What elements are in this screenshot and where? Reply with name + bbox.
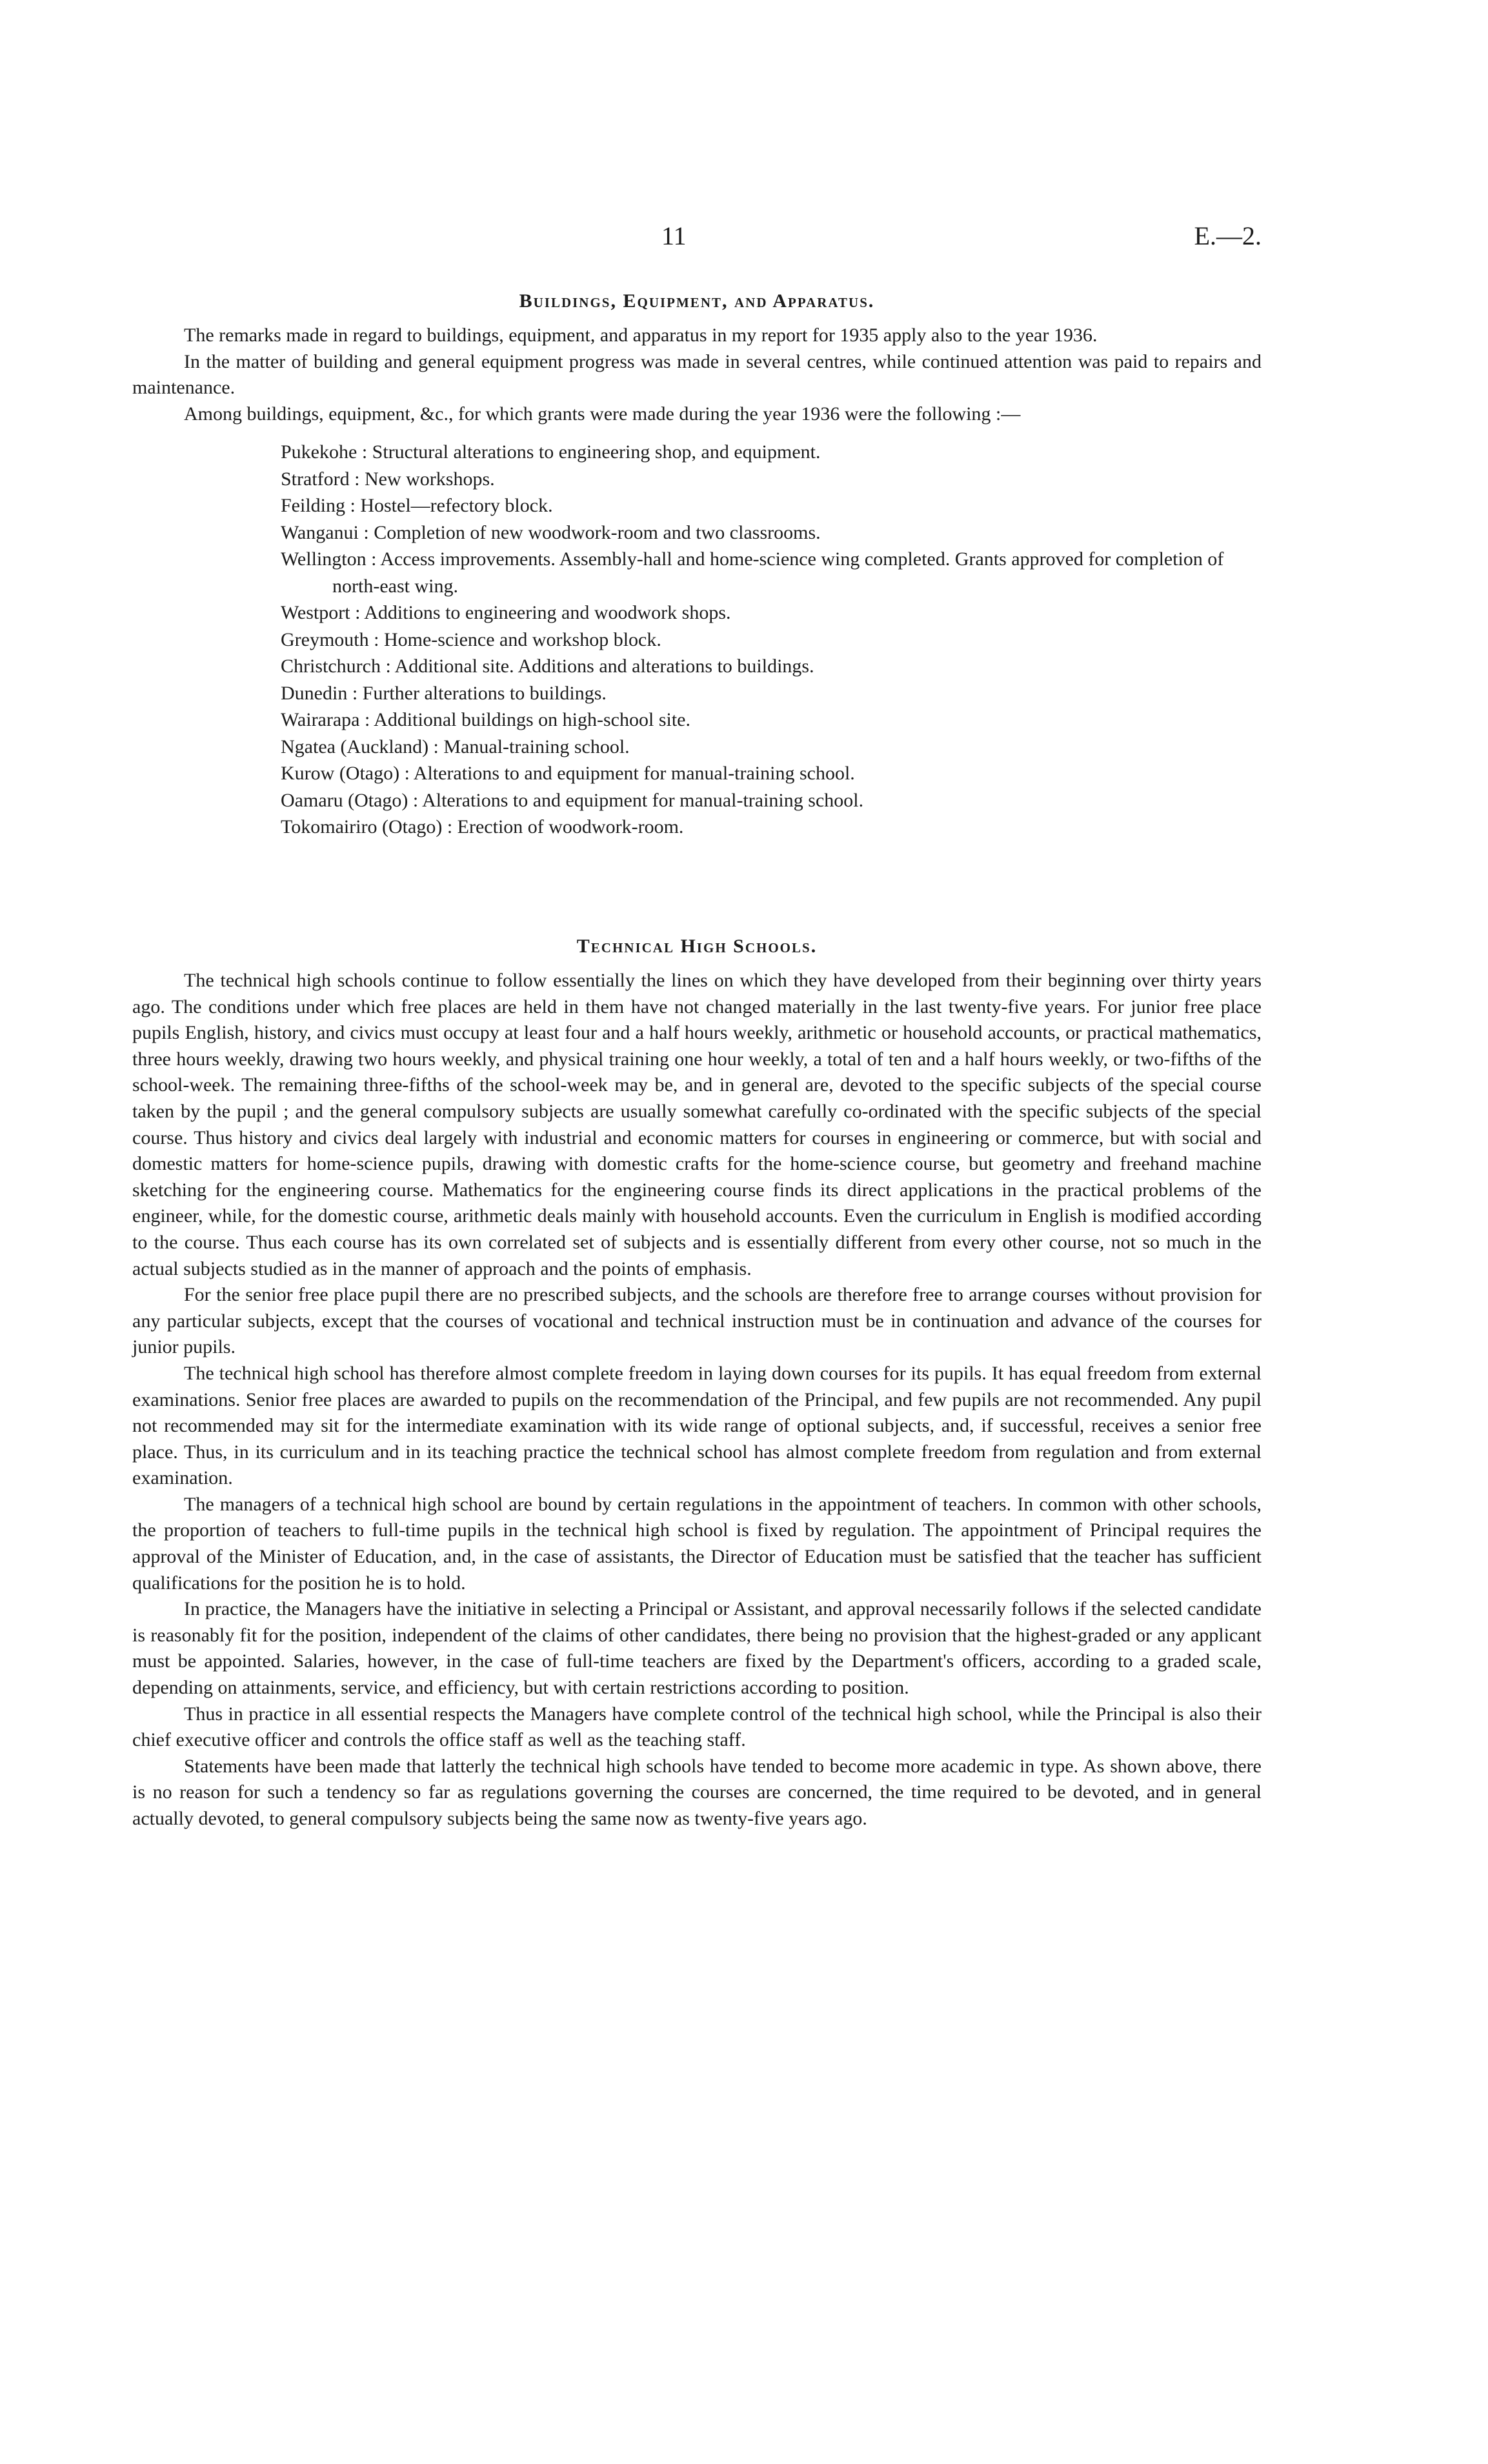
paragraph: The managers of a technical high school are bound by certain regulations in the appointment of teachers. In common with other schools, the proportion of teachers to full-time pupils in the technical high school is fixed by regulation. The appointment of Principal requires the approval of the Minister of Education, and, in the case of assistants, the Director of Education must be satisfied that the teacher has sufficient qualifications for the position he is to hold.	[132, 1493, 1262, 1594]
list-item: Pukekohe : Structural alterations to engineering shop, and equipment.	[281, 441, 821, 463]
grants-list	[281, 439, 1262, 841]
list-item: Stratford : New workshops.	[281, 468, 495, 490]
paragraph: The remarks made in regard to buildings, equipment, and apparatus in my report for 1935 apply also to the year 1936.	[184, 325, 1098, 346]
paragraph: In the matter of building and general equipment progress was made in several centres, while continued attention was paid to repairs and maintenance.	[132, 350, 1262, 399]
list-item: Tokomairiro (Otago) : Erection of woodwork-room.	[281, 816, 684, 838]
paragraph: The technical high school has therefore almost complete freedom in laying down courses for its pupils. It has equal freedom from external examinations. Senior free places are awarded to pupils on the recommendation of the Principal, and few pupils are not recommended. Any pupil not recommended may sit for the intermediate examination with its wide range of optional subjects, and, if successful, receives a senior free place. Thus, in its curriculum and in its teaching practice the technical school has almost complete freedom from regulation and from external examination.	[132, 1362, 1262, 1489]
section-buildings	[132, 323, 1262, 841]
page-header	[132, 221, 1262, 259]
list-item: Wellington : Access improvements. Assembly-hall and home-science wing completed. Grants approved for completion of north-east wing.	[281, 548, 1224, 597]
paragraph: Thus in practice in all essential respects the Managers have complete control of the technical high school, while the Principal is also their chief executive officer and controls the office staff as well as the teaching staff.	[132, 1703, 1262, 1751]
list-item: Dunedin : Further alterations to buildings.	[281, 682, 607, 704]
list-item: Oamaru (Otago) : Alterations to and equipment for manual-training school.	[281, 789, 864, 811]
section-heading-buildings: Buildings, Equipment, and Apparatus.	[519, 290, 875, 312]
paragraph: The technical high schools continue to follow essentially the lines on which they have developed from their beginning over thirty years ago. The conditions under which free places are held in them have not changed materially in the last twenty-five years. For junior free place pupils English, history, and civics must occupy at least four and a half hours weekly, arithmetic or household accounts, or practical mathematics, three hours weekly, drawing two hours weekly, and physical training one hour weekly, a total of ten and a half hours weekly, or two-fifths of the school-week. The remaining three-fifths of the school-week may be, and in general are, devoted to the specific subjects of the special course taken by the pupil ; and the general compulsory subjects are usually somewhat carefully co-ordinated with the specific subjects of the special course. Thus history and civics deal largely with industrial and economic matters for courses in engineering or commerce, but with social and domestic matters for home-science pupils, drawing with domestic crafts for the home-science course, but geometry and freehand machine sketching for the engineering course. Mathematics for the engineering course finds its direct applications in the practical problems of the engineer, while, for the domestic course, arithmetic deals mainly with household accounts. Even the curriculum in English is modified according to the course. Thus each course has its own correlated set of subjects and is essentially different from every other course, not so much in the actual subjects studied as in the manner of approach and the points of emphasis.	[132, 970, 1262, 1279]
report-code: E.—2.	[1194, 221, 1262, 250]
list-item: Wanganui : Completion of new woodwork-room and two classrooms.	[281, 521, 821, 543]
paragraph: For the senior free place pupil there are no prescribed subjects, and the schools are therefore free to arrange courses without provision for any particular subjects, except that the courses of vocational and technical instruction must be in continuation and advance of the courses for junior pupils.	[132, 1284, 1262, 1358]
list-item: Ngatea (Auckland) : Manual-training school.	[281, 736, 630, 757]
list-item: Wairarapa : Additional buildings on high-school site.	[281, 709, 690, 731]
list-item: Christchurch : Additional site. Additions and alterations to buildings.	[281, 656, 814, 677]
list-item: Westport : Additions to engineering and woodwork shops.	[281, 602, 731, 624]
paragraph: In practice, the Managers have the initiative in selecting a Principal or Assistant, and approval necessarily follows if the selected candidate is reasonably fit for the position, independent of the claims of other candidates, there being no provision that the highest-graded or any applicant must be appointed. Salaries, however, in the case of full-time teachers are fixed by the Department's officers, according to a graded scale, depending on attainments, service, and efficiency, but with certain restrictions according to position.	[132, 1598, 1262, 1699]
list-item: Kurow (Otago) : Alterations to and equipment for manual-training school.	[281, 763, 855, 785]
paragraph: Among buildings, equipment, &c., for which grants were made during the year 1936 were the following :—	[184, 403, 1021, 425]
section-heading-technical: Technical High Schools.	[576, 936, 818, 957]
page-number: 11	[661, 221, 687, 250]
list-item: Greymouth : Home-science and workshop block.	[281, 628, 661, 650]
paragraph: Statements have been made that latterly the technical high schools have tended to become more academic in type. As shown above, there is no reason for such a tendency so far as regulations governing the courses are concerned, the time required to be devoted, and in general actually devoted, to general compulsory subjects being the same now as twenty-five years ago.	[132, 1755, 1262, 1829]
list-item: Feilding : Hostel—refectory block.	[281, 495, 553, 517]
section-technical-high-schools	[132, 968, 1262, 1832]
